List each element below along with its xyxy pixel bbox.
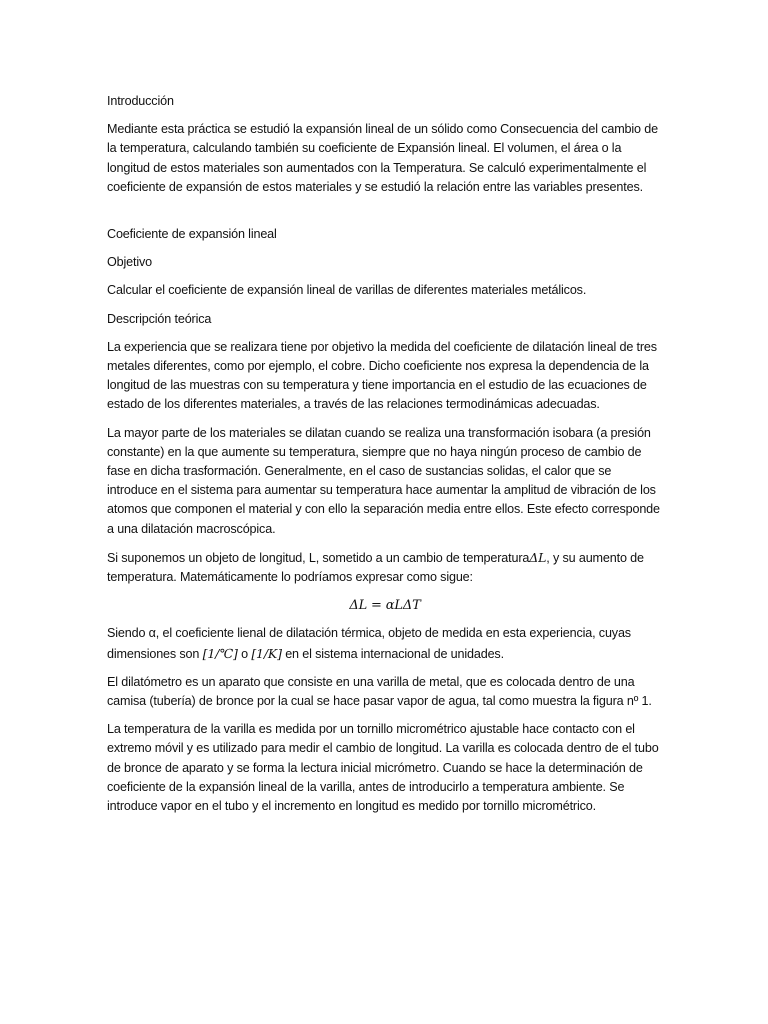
siendo-text-b: en el sistema internacional de unidades. — [281, 646, 504, 661]
heading-introduccion: Introducción — [107, 94, 174, 108]
document-page — [107, 92, 663, 825]
descripcion-paragraph-2: La mayor parte de los materiales se dilatan cuando se realiza una transformación isobara (a presión constante) en la que aumente su temperatura, siempre que no haya ningún proceso de cambio de fase en dicha trasformación. Generalmente, en el caso de sustancias solidas, el calor que se introduce en el sistema para aumentar su temperatura hace aumentar la amplitud de vibración de los atomos que componen el material y con ello la separación media entre ellos. Este efecto corresponde a una dilatación macroscópica. — [107, 425, 660, 536]
temperatura-paragraph: La temperatura de la varilla es medida por un tornillo micrométrico ajustable hace contacto con el extremo móvil y es utilizado para medir el cambio de longitud. La varilla es colocada dentro de el tubo de bronce de aparato y se forma la lectura inicial micrómetro. Cuando se hace la determinación de coeficiente de la expansión lineal de la varilla, antes de introducirlo a temperatura ambiente. Se introduce vapor en el tubo y el incremento en longitud es medido por tornillo micrométrico. — [107, 722, 659, 814]
delta-l-math: ΔL — [529, 549, 547, 565]
unit-celsius-math: [1/℃] — [202, 645, 238, 661]
intro-paragraph: Mediante esta práctica se estudió la expansión lineal de un sólido como Consecuencia del cambio de la temperatura, calculando también su coeficiente de Expansión lineal. El volumen, el área o la longitud de estos materiales son aumentados con la Temperatura. Se calculó experimentalmente el coeficiente de expansión de estos materiales y se estudió la relación entre las variables presentes. — [107, 122, 658, 194]
unit-kelvin-math: [1/K] — [251, 645, 282, 661]
siendo-text-o: o — [237, 646, 252, 661]
formula-expansion: ΔL = αLΔT — [349, 598, 421, 614]
heading-objetivo: Objetivo — [107, 255, 152, 270]
heading-coeficiente: Coeficiente de expansión lineal — [107, 227, 277, 242]
dilatometro-paragraph: El dilatómetro es un aparato que consiste en una varilla de metal, que es colocada dentro de una camisa (tubería) de bronce por la cual se hace pasar vapor de agua, tal como muestra la figura nº 1. — [107, 674, 652, 709]
objetivo-text: Calcular el coeficiente de expansión lineal de varillas de diferentes materiales metálicos. — [107, 283, 587, 298]
suppose-text-b: , y su aumento de temperatura. Matemáticamente lo podríamos expresar como sigue: — [107, 550, 644, 585]
siendo-text-a: Siendo α, el coeficiente lienal de dilatación térmica, objeto de medida en esta experiencia, cuyas dimensiones son — [107, 626, 631, 661]
heading-descripcion: Descripción teórica — [107, 311, 212, 326]
descripcion-paragraph-1: La experiencia que se realizara tiene por objetivo la medida del coeficiente de dilatación lineal de tres metales diferentes, como por ejemplo, el cobre. Dicho coeficiente nos expresa la dependencia de la longitud de las muestras con su temperatura y tiene importancia en el estudio de las ecuaciones de estado de los diferentes materiales, a través de las relaciones termodinámicas adecuadas. — [107, 339, 657, 412]
suppose-text-a: Si suponemos un objeto de longitud, L, sometido a un cambio de temperatura — [107, 550, 530, 565]
suppose-paragraph — [107, 548, 663, 587]
siendo-paragraph — [107, 624, 663, 663]
